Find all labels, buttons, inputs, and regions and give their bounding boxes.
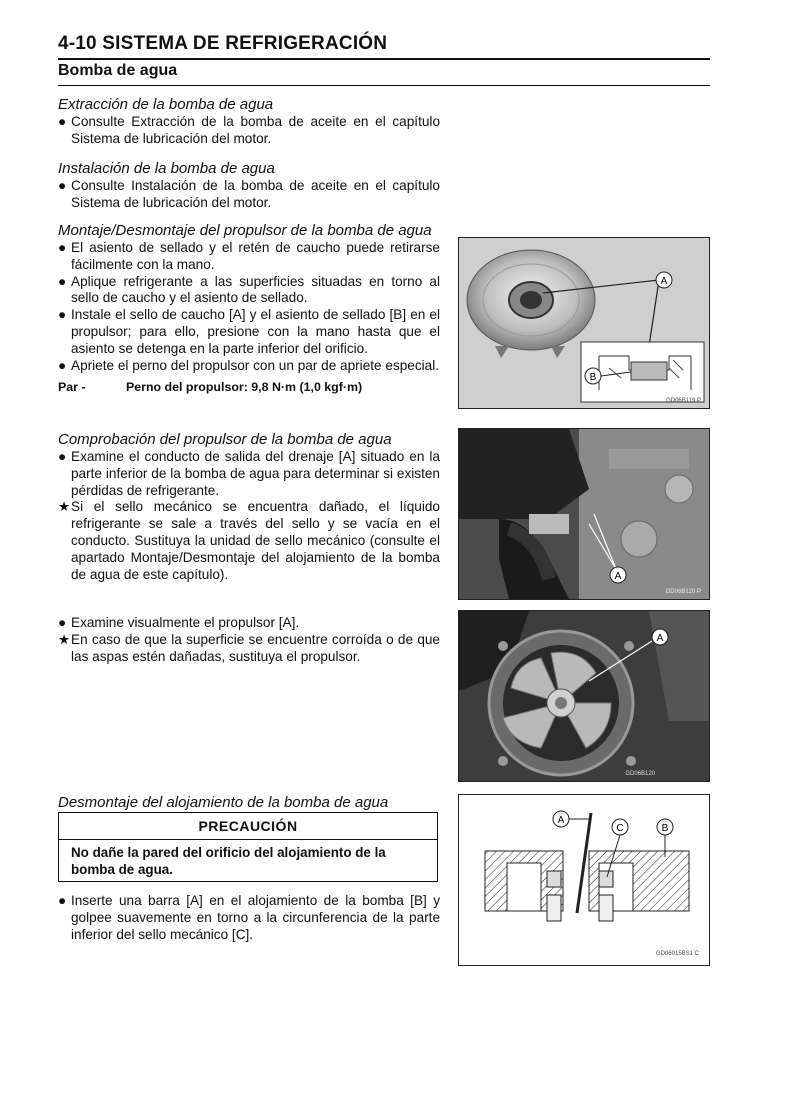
montaje-list: [58, 240, 440, 396]
figure-caption: GD06B120 P: [665, 589, 701, 595]
torque-key: Par -: [58, 380, 86, 395]
instalacion-list: [58, 178, 440, 212]
list-item: ★ En caso de que la superficie se encuentre corroída o de que las aspas estén dañadas, sustituya el propulsor.: [58, 631, 440, 664]
list-item: ● Apriete el perno del propulsor con un par de apriete especial.: [58, 357, 440, 373]
impeller-seal-figure: [458, 237, 710, 409]
comprobacion-heading: Comprobación del propulsor de la bomba de agua: [58, 431, 392, 448]
extraccion-heading: Extracción de la bomba de agua: [58, 96, 274, 113]
torque-spec: [58, 379, 440, 396]
housing-diagram-figure: [458, 794, 710, 966]
figure-caption: GD06B120: [625, 771, 655, 777]
montaje-heading: Montaje/Desmontaje del propulsor de la bomba de agua: [58, 222, 432, 239]
list-item: ● Consulte Extracción de la bomba de aceite en el capítulo Sistema de lubricación del motor.: [58, 114, 440, 146]
list-item: ● Aplique refrigerante a las superficies situadas en torno al sello de caucho y el asiento de sellado.: [58, 273, 440, 306]
desmontaje-heading: Desmontaje del alojamiento de la bomba de agua: [58, 794, 389, 811]
comprobacion-list: [58, 449, 440, 583]
torque-value: Perno del propulsor: 9,8 N·m (1,0 kgf·m): [126, 380, 363, 395]
impeller-photo: [459, 611, 709, 781]
subtitle-rule: [58, 85, 710, 86]
impeller-seal-illustration: [459, 238, 709, 408]
list-item: ● El asiento de sellado y el retén de caucho puede retirarse fácilmente con la mano.: [58, 240, 440, 272]
label-a: A: [614, 571, 622, 582]
instalacion-heading: Instalación de la bomba de agua: [58, 160, 275, 177]
housing-cross-section-diagram: [459, 795, 709, 965]
list-item: ● Inserte una barra [A] en el alojamiento de la bomba [B] y golpee suavemente en torno a la circunferencia de la parte inferior del sello mecánico [C].: [58, 893, 440, 942]
label-a: A: [660, 276, 668, 287]
figure-caption: GD06015BS1 C: [655, 951, 699, 957]
drain-outlet-figure: [458, 428, 710, 600]
list-item: ● Examine el conducto de salida del drenaje [A] situado en la parte inferior de la bomba de agua para determinar si existen pérdidas de refrigerante.: [58, 449, 440, 498]
caution-box: [58, 812, 438, 882]
caution-title: PRECAUCIÓN: [59, 813, 437, 840]
page-title: 4-10 SISTEMA DE REFRIGERACIÓN: [58, 33, 388, 54]
extraccion-list: [58, 114, 440, 148]
label-b: B: [589, 372, 597, 383]
impeller-figure: [458, 610, 710, 782]
drain-outlet-photo: [459, 429, 709, 599]
title-rule: [58, 58, 710, 60]
list-item: ● Examine visualmente el propulsor [A].: [58, 615, 300, 630]
list-item: ● Consulte Instalación de la bomba de aceite en el capítulo Sistema de lubricación del motor.: [58, 178, 440, 210]
figure-caption: GD06B119 P: [666, 398, 701, 404]
label-a: A: [656, 633, 664, 644]
desmontaje-list: [58, 893, 440, 943]
caution-text: No dañe la pared del orificio del alojamiento de la bomba de agua.: [71, 845, 386, 877]
label-b: B: [661, 823, 669, 834]
label-a: A: [557, 815, 565, 826]
section-subtitle: Bomba de agua: [58, 62, 178, 79]
list-item: ● Instale el sello de caucho [A] y el asiento de sellado [B] en el propulsor; para ello, presione con la mano hasta que el asiento se detenga en la parte inferior del orificio.: [58, 307, 440, 356]
label-c: C: [616, 823, 624, 834]
list-item: ★ Si el sello mecánico se encuentra dañado, el líquido refrigerante se sale a través del sello y se vacía en el conducto. Sustituya la unidad de sello mecánico (consulte el apartado Montaje/Desmontaje del alojamiento de la bomba de agua de este capítulo).: [58, 499, 440, 582]
visual-check-list: [58, 615, 440, 665]
